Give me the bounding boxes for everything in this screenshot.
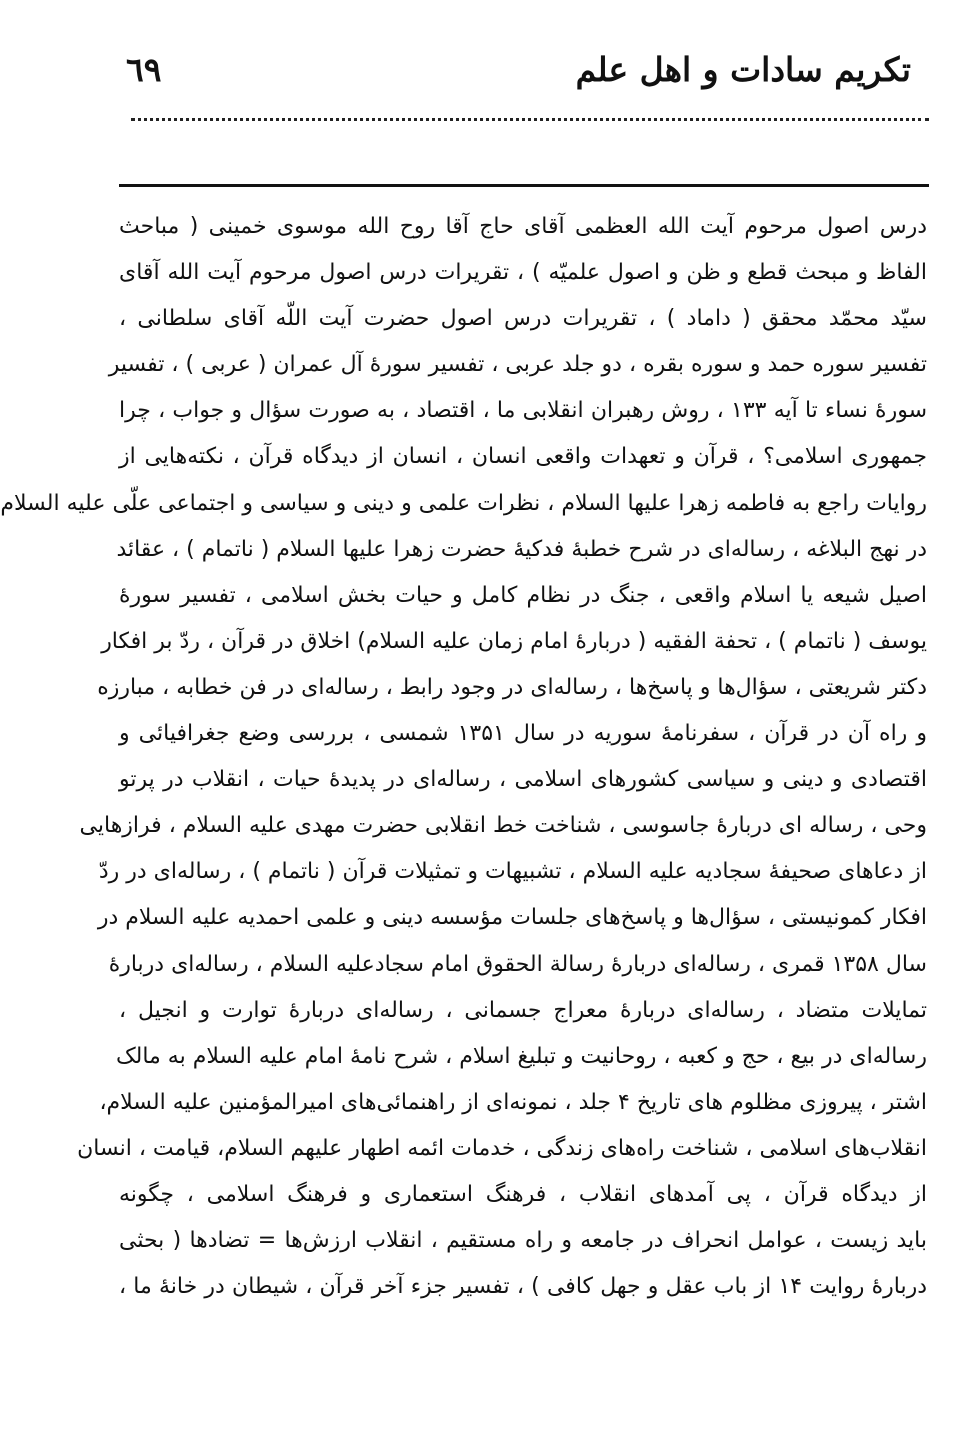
text-line: افکار کمونیستی ، سؤال‌ها و پاسخ‌های جلسات مؤسسه دینی و علمی احمدیه عليه السلام در bbox=[97, 905, 927, 931]
text-line: روایات راجع به فاطمه زهرا عليها السلام ، نظرات علمی و دینی و سیاسی و اجتماعی علّی عليه السلام bbox=[0, 490, 927, 516]
text-line: سال ۱۳۵۸ قمری ، رساله‌ای دربارهٔ رسالة الحقوق امام سجادعليه السلام ، رساله‌ای دربارهٔ bbox=[108, 951, 927, 977]
text-line: درس اصول مرحوم آیت الله العظمی آقای حاج آقا روح الله موسوی خمینی ( مباحث bbox=[119, 214, 927, 239]
text-line: در نهج البلاغه ، رساله‌ای در شرح خطبهٔ فدکیهٔ حضرت زهرا عليها السلام ( ناتمام ) ، عقائد bbox=[116, 536, 927, 562]
text-line: تفسیر سوره حمد و سوره بقره ، دو جلد عربی ، تفسیر سورهٔ آل عمران ( عربی ) ، تفسیر bbox=[108, 352, 927, 378]
text-line: اقتصادی و دینی و سیاسی کشورهای اسلامی ، رساله‌ای در پدیدهٔ حیات ، انقلاب در پرتو bbox=[119, 767, 927, 793]
page-number: ٦٩ bbox=[126, 50, 162, 89]
dotted-divider bbox=[131, 118, 929, 121]
text-line: تمایلات متضاد ، رساله‌ای دربارهٔ معراج جسمانی ، رساله‌ای دربارهٔ توارت و انجیل ، bbox=[119, 997, 927, 1023]
text-line: جمهوری اسلامی؟ ، قرآن و تعهدات واقعی انسان ، انسان از دیدگاه قرآن ، نکته‌هایی از bbox=[119, 444, 927, 470]
text-line: اشتر ، پیروزی مظلوم های تاریخ ۴ جلد ، نمونه‌ای از راهنمائی‌های امیرالمؤمنین عليه السلام، bbox=[99, 1089, 927, 1115]
solid-divider bbox=[119, 184, 929, 187]
text-line: از دعاهای صحیفهٔ سجادیه عليه السلام ، تشبیهات و تمثیلات قرآن ( ناتمام ) ، رساله‌ای در ردّ bbox=[98, 859, 927, 885]
text-line: اصیل شیعه یا اسلام واقعی ، جنگ در نظام کامل و حیات بخش اسلامی ، تفسیر سورهٔ bbox=[119, 582, 927, 608]
text-line: دربارهٔ روایت ۱۴ از باب عقل و جهل کافی ) ، تفسیر جزء آخر قرآن ، شیطان در خانهٔ ما ، bbox=[119, 1274, 927, 1300]
text-line: انقلاب‌های اسلامی ، شناخت راه‌های زندگی ، خدمات ائمه اطهار عليهم السلام، قیامت ، انسان bbox=[77, 1135, 927, 1161]
text-line: الفاظ و مبحث قطع و ظن و اصول علميّه ) ، تقریرات درس اصول مرحوم آیت الله آقای bbox=[119, 260, 927, 286]
text-line: رساله‌ای در بیع ، حج و کعبه ، روحانیت و تبلیغ اسلام ، شرح نامهٔ امام عليه السلام به مالک bbox=[115, 1043, 927, 1069]
text-line: سیّد محمّد محقق ( داماد ) ، تقریرات درس اصول حضرت آیت اللّه آقای سلطانی ، bbox=[119, 306, 927, 332]
text-line: از دیدگاه قرآن ، پی آمدهای انقلاب ، فرهنگ استعماری و فرهنگ اسلامی ، چگونه bbox=[119, 1181, 927, 1207]
text-line: دکتر شریعتی ، سؤال‌ها و پاسخ‌ها ، رساله‌ای در وجود رابط ، رساله‌ای در فن خطابه ، مبارزه bbox=[97, 674, 927, 700]
text-line: باید زیست ، عوامل انحراف در جامعه و راه مستقیم ، انقلاب ارزش‌ها = تضادها ( بحثی bbox=[119, 1228, 927, 1254]
text-line: و راه آن در قرآن ، سفرنامهٔ سوریه در سال ۱۳۵۱ شمسی ، بررسی وضع جغرافیائی و bbox=[119, 721, 927, 747]
text-line: سورهٔ نساء تا آیه ۱۳۳ ، روش رهبران انقلابی ما ، اقتصاد ، به صورت سؤال و جواب ، چرا bbox=[119, 398, 928, 424]
running-title: تکریم سادات و اهل علم bbox=[575, 50, 911, 89]
text-line: یوسف ( ناتمام ) ، تحفة الفقیه ( دربارهٔ امام زمان عليه السلام) اخلاق در قرآن ، ردّ بر افکار bbox=[101, 628, 927, 654]
text-line: وحی ، رساله ای دربارهٔ جاسوسی ، شناخت خط انقلابی حضرت مهدی عليه السلام ، فرازهایی bbox=[79, 813, 927, 839]
body-paragraph bbox=[0, 204, 928, 1310]
page-header bbox=[126, 40, 911, 100]
